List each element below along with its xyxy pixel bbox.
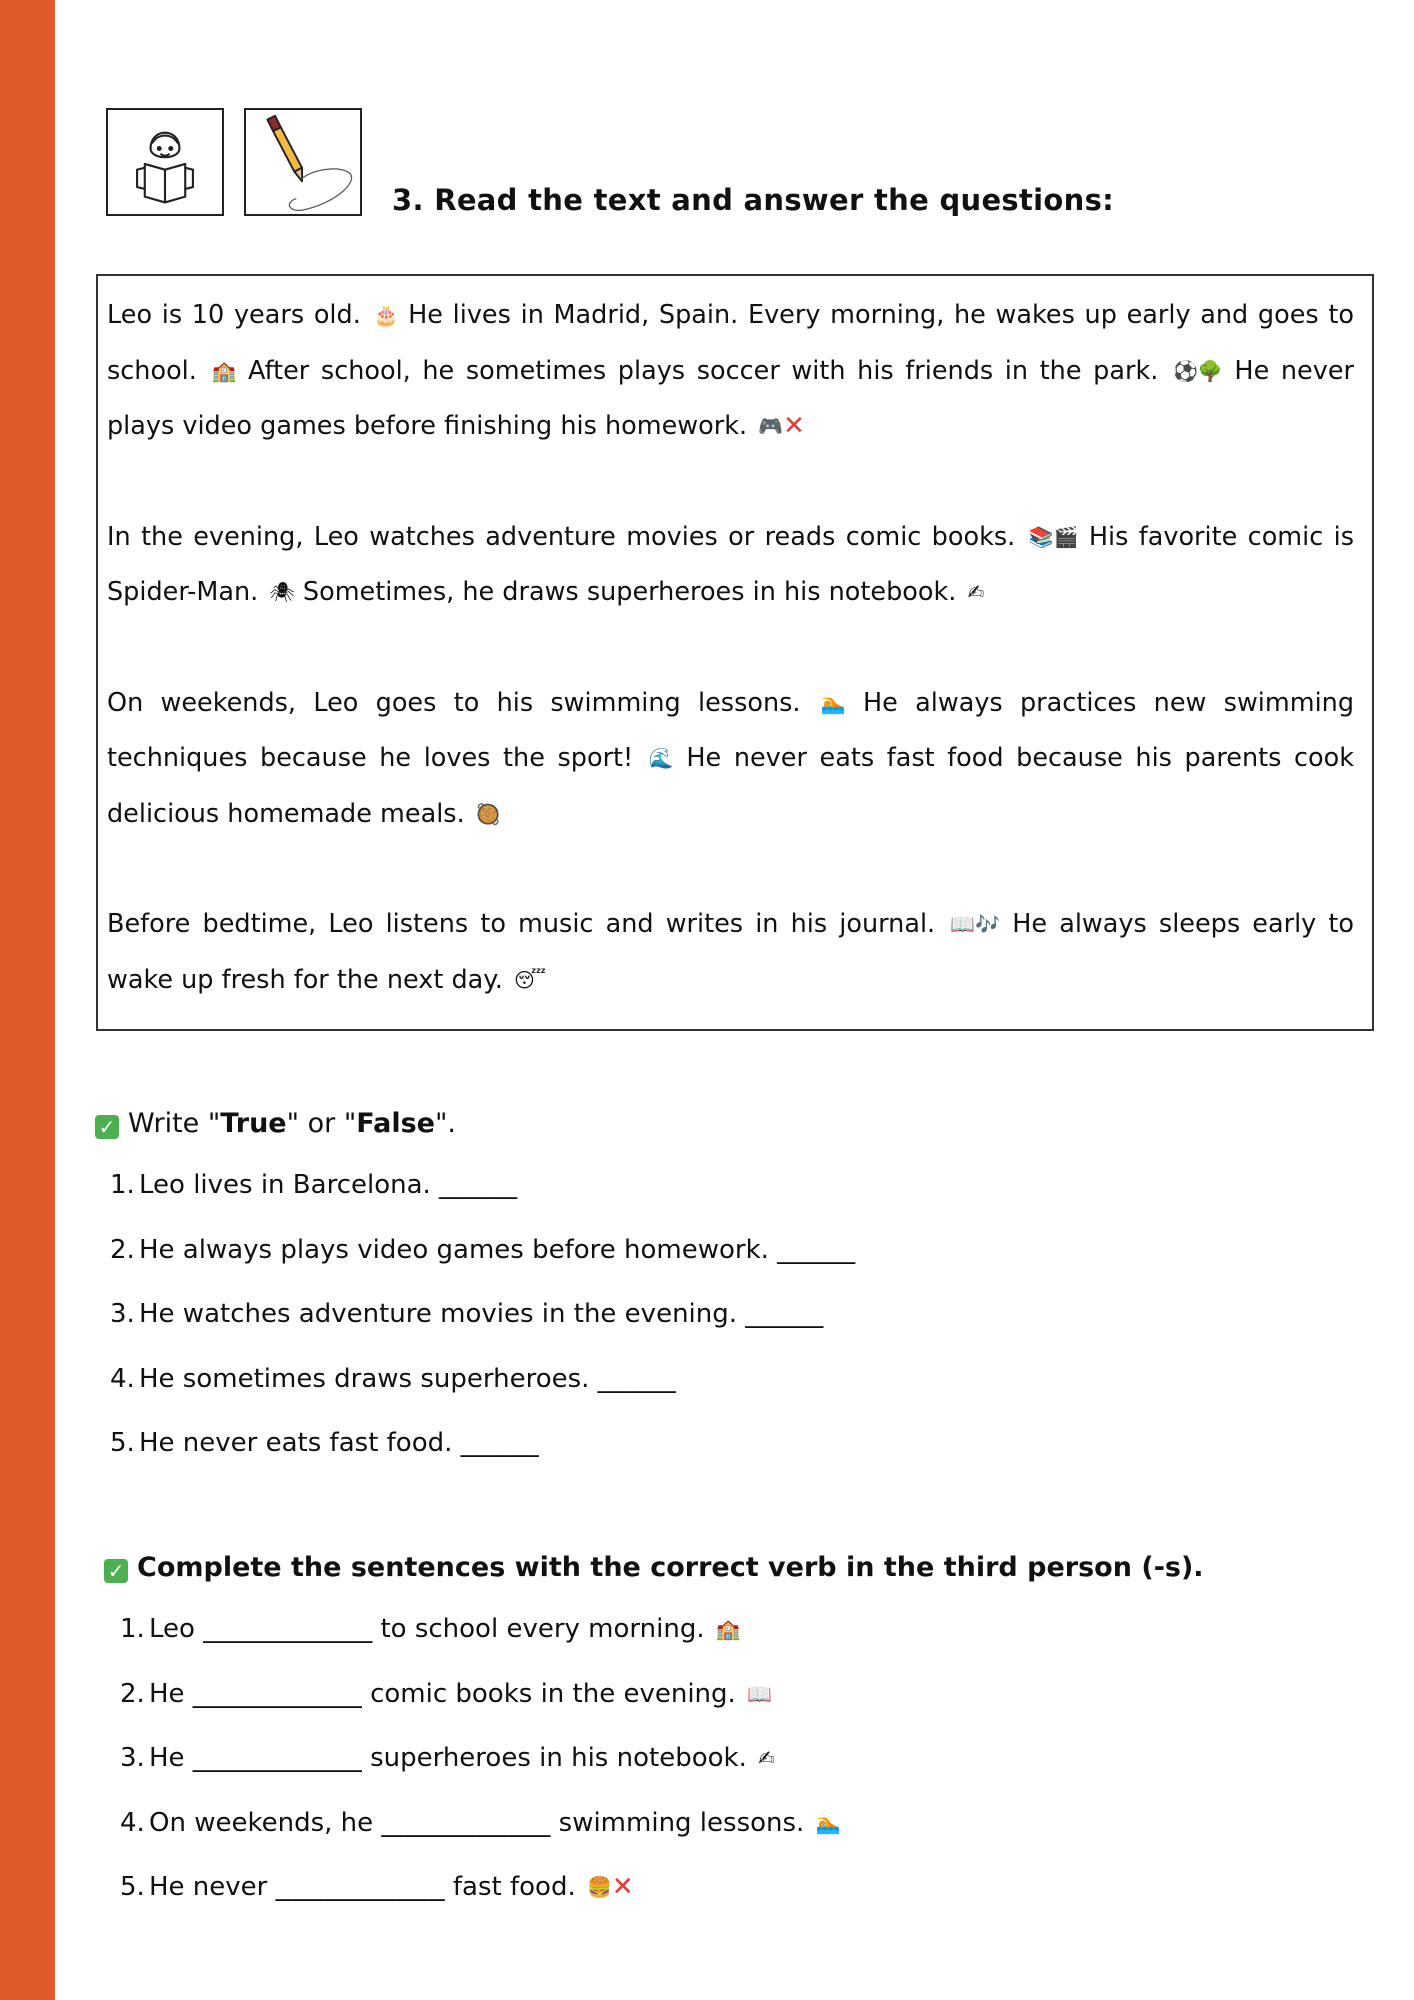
reading-paragraph-1 [107, 288, 1354, 455]
reading-paragraph-2 [107, 510, 1354, 621]
school-icon: 🏫 [715, 1617, 741, 1641]
question-text: He watches adventure movies in the evening. ______ [139, 1299, 824, 1329]
true-false-question-list [110, 1167, 855, 1490]
question-number: 3. [120, 1743, 145, 1773]
question-text: He never _____________ fast food. [149, 1872, 576, 1902]
true-false-instruction [95, 1108, 456, 1139]
writing-pictogram-icon [244, 108, 362, 216]
instruction-text: Write " [128, 1108, 221, 1139]
red-cross-icon: ✕ [783, 411, 805, 441]
instruction-text: ". [434, 1108, 456, 1139]
question-item[interactable] [120, 1611, 841, 1676]
sleeping-face-icon: 😴 [513, 967, 547, 992]
pencil-icon [246, 110, 360, 214]
question-text: He never eats fast food. ______ [139, 1428, 539, 1458]
question-number: 3. [110, 1299, 135, 1329]
false-word: False [356, 1108, 435, 1139]
wave-icon: 🌊 [648, 746, 674, 770]
book-music-icon: 📖🎶 [950, 912, 1001, 936]
question-text: He always plays video games before homework. ______ [139, 1234, 856, 1265]
swimmer-icon: 🏊 [815, 1810, 841, 1835]
question-item[interactable] [110, 1232, 855, 1297]
reading-pictogram-icon [106, 108, 224, 216]
sentence: In the evening, Leo watches adventure movies or reads comic books. [107, 521, 1016, 552]
sentence: He always practices new swimming techniques because he loves the sport! [107, 687, 1355, 773]
question-number: 5. [110, 1428, 135, 1458]
reading-text-box [96, 274, 1374, 1031]
question-item[interactable] [120, 1740, 841, 1805]
question-item[interactable] [120, 1676, 841, 1741]
question-text: On weekends, he _____________ swimming lessons. [149, 1807, 805, 1838]
game-controller-icon: 🎮 [758, 414, 784, 438]
person-reading-icon [108, 110, 222, 214]
sentence: He never eats fast food because his parents cook delicious homemade meals. [107, 743, 1354, 829]
question-number: 4. [110, 1363, 135, 1394]
school-icon: 🏫 [211, 358, 237, 383]
sentence: His favorite comic is Spider-Man. [107, 521, 1354, 607]
swimmer-icon: 🏊 [820, 690, 846, 715]
question-number: 1. [110, 1170, 135, 1200]
question-text: Leo lives in Barcelona. ______ [139, 1170, 518, 1200]
sentence: Sometimes, he draws superheroes in his notebook. [294, 577, 957, 607]
exercise-title: 3. Read the text and answer the questions: [392, 183, 1115, 217]
question-text: He _____________ superheroes in his notebook. [149, 1743, 747, 1773]
check-mark-icon: ✓ [95, 1115, 119, 1139]
question-number: 2. [110, 1234, 135, 1265]
reading-paragraph-4 [107, 897, 1354, 1008]
question-item[interactable] [120, 1869, 841, 1934]
sentence: He lives in Madrid, Spain. Every morning, he wakes up early and goes to school. [107, 300, 1354, 386]
writing-hand-icon: ✍ [758, 1746, 775, 1770]
question-number: 4. [120, 1807, 145, 1838]
spider-icon: 🕷 [269, 580, 295, 604]
question-text: He sometimes draws superheroes. ______ [139, 1363, 676, 1394]
sentence: Before bedtime, Leo listens to music and writes in his journal. [107, 909, 936, 939]
check-mark-icon: ✓ [104, 1559, 128, 1583]
sentence: On weekends, Leo goes to his swimming lessons. [107, 687, 801, 718]
instruction-text: " or " [286, 1108, 357, 1139]
question-item[interactable] [110, 1361, 855, 1426]
open-book-icon: 📖 [747, 1681, 772, 1706]
question-item[interactable] [110, 1296, 855, 1361]
books-clapper-icon: 📚🎬 [1028, 524, 1079, 549]
verb-completion-instruction [104, 1552, 1204, 1583]
question-number: 1. [120, 1614, 145, 1644]
verb-question-list [120, 1611, 841, 1934]
writing-hand-icon: ✍ [967, 580, 985, 604]
birthday-cake-icon: 🎂 [373, 303, 399, 327]
food-pan-icon: 🥘 [475, 801, 501, 826]
true-word: True [220, 1108, 287, 1139]
question-item[interactable] [120, 1805, 841, 1870]
side-stripe [0, 0, 55, 2000]
red-cross-icon: ✕ [611, 1872, 634, 1902]
question-number: 2. [120, 1678, 145, 1709]
burger-icon: 🍔 [586, 1875, 612, 1899]
sentence: He never plays video games before finishing his homework. [107, 355, 1355, 441]
sentence: Leo is 10 years old. [107, 300, 361, 330]
sentence: After school, he sometimes plays soccer with his friends in the park. [236, 355, 1159, 386]
question-number: 5. [120, 1872, 145, 1902]
instruction-text: Complete the sentences with the correct verb in the third person (-s). [137, 1552, 1204, 1583]
question-item[interactable] [110, 1425, 855, 1490]
question-item[interactable] [110, 1167, 855, 1232]
sentence: He always sleeps early to wake up fresh for the next day. [107, 909, 1354, 995]
question-text: Leo _____________ to school every morning. [149, 1614, 705, 1644]
question-text: He _____________ comic books in the evening. [149, 1678, 736, 1709]
reading-paragraph-3 [107, 676, 1354, 843]
soccer-tree-icon: ⚽🌳 [1172, 358, 1223, 383]
